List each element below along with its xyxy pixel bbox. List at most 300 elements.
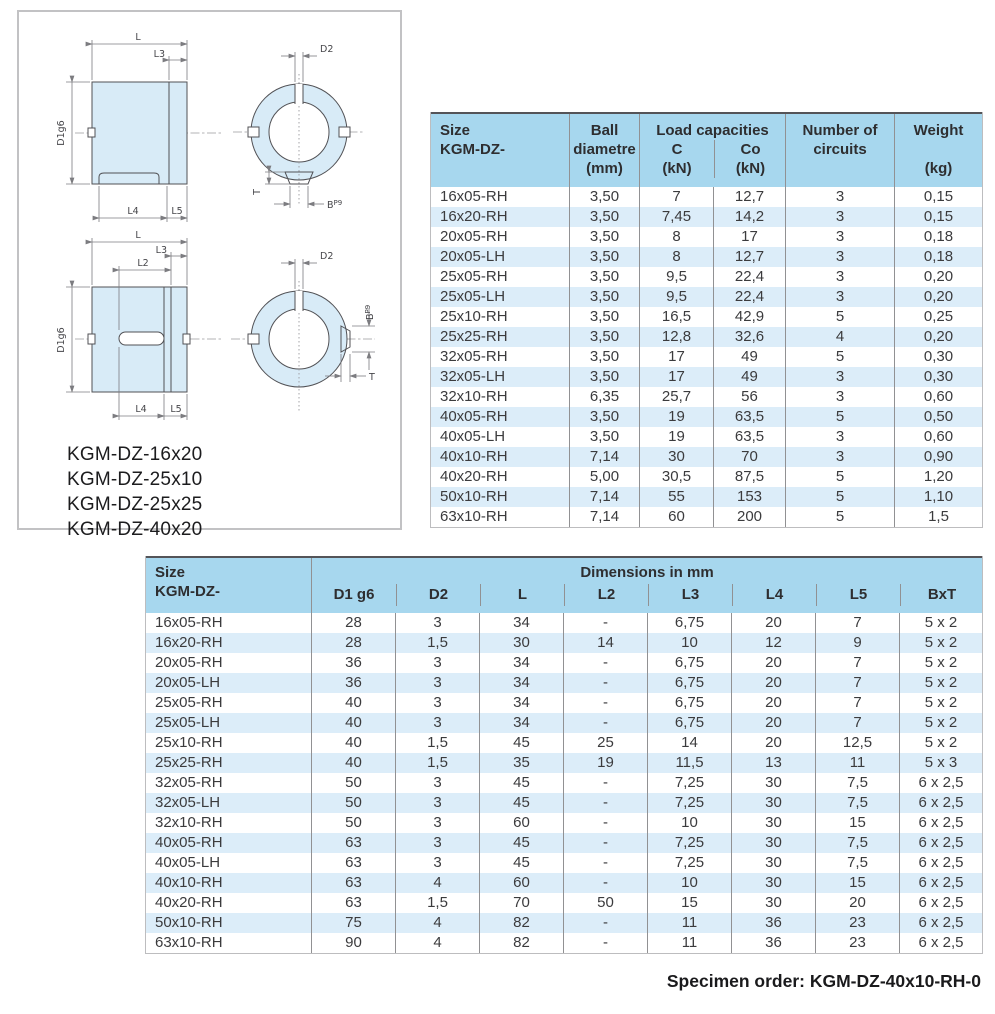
table-row [146,793,982,813]
value-cell: 17 [639,367,713,387]
value-cell: 3,50 [569,427,639,447]
value-cell: 7,25 [647,833,731,853]
value-cell: 7,14 [569,487,639,507]
value-cell: 6 x 2,5 [899,773,982,793]
table-row [431,387,982,407]
value-cell: 60 [479,813,563,833]
dim-label-D1g6: D1g6 [56,120,67,146]
value-cell: 36 [311,653,395,673]
value-cell: 6,75 [647,693,731,713]
value-cell: 5 x 2 [899,653,982,673]
size-cell: 25x10-RH [440,308,508,325]
value-cell: 34 [479,613,563,633]
value-cell: 3 [785,267,894,287]
value-cell: 49 [713,367,785,387]
value-cell: 45 [479,733,563,753]
value-cell: 3 [395,853,479,873]
drawing-view-2 [19,224,400,429]
specimen-order-value: KGM-DZ-40x10-RH-0 [809,971,981,991]
value-cell: 42,9 [713,307,785,327]
value-cell: 40 [311,693,395,713]
dimensions-group-title: Dimensions in mm [580,564,714,581]
value-cell: 6 x 2,5 [899,813,982,833]
value-cell: 153 [713,487,785,507]
value-cell: 5,00 [569,467,639,487]
value-cell: 1,5 [894,507,982,527]
table-row [431,247,982,267]
specimen-order-label: Specimen order: [666,971,805,991]
dim-label-L5: L5 [171,206,183,217]
dim-table-body [146,613,982,953]
value-cell: 0,18 [894,227,982,247]
size-cell: 20x05-LH [440,248,506,265]
value-cell: 63,5 [713,427,785,447]
value-cell: 3,50 [569,307,639,327]
size-cell: 16x05-RH [440,188,508,205]
table-row [146,713,982,733]
value-cell: 3 [785,387,894,407]
value-cell: 1,5 [395,733,479,753]
value-cell: 55 [639,487,713,507]
value-cell: 0,60 [894,387,982,407]
value-cell: 30 [731,833,815,853]
dim-label-T: T [252,189,263,195]
value-cell: 49 [713,347,785,367]
value-cell: 12,8 [639,327,713,347]
value-cell: 0,60 [894,427,982,447]
value-cell: 7,45 [639,207,713,227]
value-cell: 0,20 [894,267,982,287]
value-cell: 4 [395,913,479,933]
value-cell: 10 [647,873,731,893]
value-cell: 0,18 [894,247,982,267]
value-cell: 63 [311,893,395,913]
header-ball-diameter: Ball diametre (mm) [569,114,639,187]
value-cell: 1,5 [395,893,479,913]
value-cell: 0,15 [894,187,982,207]
dim-label-D1g6: D1g6 [56,327,67,353]
value-cell: - [563,713,647,733]
dim-column-header: D1 g6 [333,586,375,603]
dim-column-header: L4 [732,584,816,606]
value-cell: - [563,793,647,813]
dim-label-L3: L3 [155,245,167,256]
value-cell: 12,5 [815,733,899,753]
dim-label-L5: L5 [170,404,182,415]
value-cell: 4 [395,873,479,893]
value-cell: 7,5 [815,793,899,813]
table-row [431,327,982,347]
value-cell: 3 [395,613,479,633]
value-cell: 28 [311,613,395,633]
value-cell: 30 [731,813,815,833]
value-cell: 6,35 [569,387,639,407]
value-cell: 3,50 [569,267,639,287]
value-cell: 23 [815,933,899,953]
table-row [146,773,982,793]
dim-label-T: T [369,372,375,383]
size-cell: 40x05-RH [440,408,508,425]
value-cell: 5 [785,347,894,367]
value-cell: 5 x 2 [899,713,982,733]
value-cell: 30,5 [639,467,713,487]
value-cell: 7,25 [647,773,731,793]
value-cell: 30 [479,633,563,653]
value-cell: 63 [311,833,395,853]
value-cell: 7,25 [647,793,731,813]
table-row [431,187,982,207]
table-row [146,633,982,653]
dim-label-L4: L4 [127,206,139,217]
value-cell: 5 x 3 [899,753,982,773]
table-row [146,853,982,873]
value-cell: 7 [815,713,899,733]
table-row [146,653,982,673]
value-cell: 50 [311,773,395,793]
size-cell: 40x10-RH [440,448,508,465]
size-cell: 25x05-RH [440,268,508,285]
value-cell: 3 [395,653,479,673]
table-row [431,467,982,487]
table-row [431,227,982,247]
header-load-capacities: Load capacities C (kN) Co (kN) [639,114,785,187]
value-cell: 35 [479,753,563,773]
dim-column-header: L2 [564,584,648,606]
dim-column-header: L3 [648,584,732,606]
size-cell: 32x05-RH [440,348,508,365]
value-cell: - [563,833,647,853]
value-cell: 12,7 [713,187,785,207]
value-cell: 50 [563,893,647,913]
value-cell: 10 [647,813,731,833]
table-row [146,913,982,933]
size-cell: 25x25-RH [155,754,223,771]
value-cell: 12,7 [713,247,785,267]
value-cell: 7 [815,673,899,693]
table-row [431,507,982,527]
header-co: Co (kN) [714,140,786,178]
value-cell: 19 [639,407,713,427]
value-cell: 0,15 [894,207,982,227]
size-cell: 63x10-RH [155,934,223,951]
dim-label-B-P9: $B^{P9}$ [364,304,376,320]
load-capacity-table [430,112,983,528]
value-cell: 3,50 [569,407,639,427]
value-cell: 40 [311,753,395,773]
value-cell: 3 [395,673,479,693]
table-row [431,207,982,227]
load-table-header [431,112,982,187]
value-cell: 3,50 [569,207,639,227]
value-cell: 7,5 [815,773,899,793]
table-row [431,307,982,327]
table-row [431,407,982,427]
value-cell: 1,10 [894,487,982,507]
value-cell: 5 x 2 [899,733,982,753]
table-row [431,347,982,367]
value-cell: - [563,873,647,893]
value-cell: - [563,613,647,633]
value-cell: 60 [639,507,713,527]
value-cell: 9 [815,633,899,653]
value-cell: 3,50 [569,367,639,387]
value-cell: 6 x 2,5 [899,853,982,873]
value-cell: 7,5 [815,853,899,873]
size-cell: 40x20-RH [440,468,508,485]
value-cell: 63 [311,873,395,893]
value-cell: 3 [785,247,894,267]
value-cell: 20 [731,733,815,753]
value-cell: 6,75 [647,653,731,673]
value-cell: 20 [731,713,815,733]
value-cell: 45 [479,773,563,793]
value-cell: 34 [479,653,563,673]
dim-label-B-P9: $B^{P9}$ [327,199,343,211]
value-cell: 34 [479,693,563,713]
value-cell: 14 [647,733,731,753]
dim-label-L: L [135,32,141,43]
value-cell: 0,30 [894,347,982,367]
value-cell: - [563,853,647,873]
dim-label-D2: D2 [320,44,334,55]
value-cell: - [563,673,647,693]
table-row [146,933,982,953]
value-cell: - [563,813,647,833]
value-cell: 0,20 [894,287,982,307]
value-cell: 8 [639,247,713,267]
model-captions [67,442,202,542]
size-cell: 32x10-RH [155,814,223,831]
model-caption: KGM-DZ-25x25 [67,494,203,515]
value-cell: 8 [639,227,713,247]
value-cell: 14,2 [713,207,785,227]
dimensions-table [145,556,983,954]
value-cell: - [563,933,647,953]
value-cell: 19 [563,753,647,773]
value-cell: 36 [731,933,815,953]
size-cell: 32x10-RH [440,388,508,405]
value-cell: 63,5 [713,407,785,427]
value-cell: 15 [815,813,899,833]
value-cell: 200 [713,507,785,527]
size-cell: 20x05-LH [155,674,221,691]
size-cell: 25x05-LH [440,288,506,305]
size-cell: 16x20-RH [440,208,508,225]
value-cell: 6,75 [647,713,731,733]
value-cell: 3 [785,207,894,227]
size-cell: 40x05-LH [440,428,506,445]
size-cell: 50x10-RH [440,488,508,505]
value-cell: 5 x 2 [899,613,982,633]
dim-column-header: D2 [396,584,480,606]
value-cell: 5 x 2 [899,673,982,693]
size-cell: 32x05-LH [155,794,221,811]
value-cell: 17 [713,227,785,247]
value-cell: 20 [731,613,815,633]
size-cell: 16x20-RH [155,634,223,651]
value-cell: 87,5 [713,467,785,487]
value-cell: 30 [731,873,815,893]
value-cell: 30 [731,893,815,913]
size-cell: 32x05-RH [155,774,223,791]
value-cell: 22,4 [713,267,785,287]
value-cell: 63 [311,853,395,873]
size-cell: 25x10-RH [155,734,223,751]
value-cell: 75 [311,913,395,933]
value-cell: 20 [815,893,899,913]
header-weight: Weight (kg) [894,114,982,187]
value-cell: 4 [785,327,894,347]
value-cell: 45 [479,853,563,873]
value-cell: 7 [639,187,713,207]
front-view-1 [233,44,365,211]
value-cell: 30 [639,447,713,467]
size-cell: 20x05-RH [155,654,223,671]
value-cell: 5 [785,407,894,427]
value-cell: 3,50 [569,227,639,247]
side-view-2 [56,230,221,420]
value-cell: 6,75 [647,613,731,633]
value-cell: 3 [395,693,479,713]
value-cell: 45 [479,833,563,853]
value-cell: 23 [815,913,899,933]
table-row [146,693,982,713]
value-cell: 7 [815,693,899,713]
value-cell: 15 [815,873,899,893]
value-cell: 40 [311,713,395,733]
value-cell: - [563,773,647,793]
value-cell: 3,50 [569,347,639,367]
value-cell: 0,25 [894,307,982,327]
value-cell: 0,30 [894,367,982,387]
table-row [431,487,982,507]
value-cell: 70 [479,893,563,913]
specimen-order [667,971,981,992]
model-caption: KGM-DZ-40x20 [67,519,203,540]
table-row [146,733,982,753]
value-cell: 0,90 [894,447,982,467]
table-row [431,447,982,467]
value-cell: 22,4 [713,287,785,307]
value-cell: 82 [479,913,563,933]
value-cell: 4 [395,933,479,953]
header-circuits: Number of circuits [785,114,894,187]
table-row [431,427,982,447]
value-cell: 6 x 2,5 [899,873,982,893]
value-cell: 20 [731,653,815,673]
value-cell: 15 [647,893,731,913]
value-cell: 9,5 [639,287,713,307]
value-cell: 5 x 2 [899,633,982,653]
header-size: Size KGM-DZ- [440,122,505,158]
value-cell: - [563,913,647,933]
load-table-body [431,187,982,527]
value-cell: 10 [647,633,731,653]
value-cell: 50 [311,813,395,833]
value-cell: 6 x 2,5 [899,913,982,933]
value-cell: 20 [731,673,815,693]
value-cell: 7,14 [569,447,639,467]
value-cell: 3 [395,833,479,853]
value-cell: 5 [785,507,894,527]
value-cell: 12 [731,633,815,653]
value-cell: 11 [647,933,731,953]
table-row [146,613,982,633]
value-cell: 3 [395,713,479,733]
table-row [146,753,982,773]
value-cell: 3,50 [569,247,639,267]
value-cell: 5 [785,467,894,487]
value-cell: 50 [311,793,395,813]
value-cell: 32,6 [713,327,785,347]
value-cell: 3 [785,187,894,207]
dim-label-D2: D2 [320,251,334,262]
value-cell: 0,50 [894,407,982,427]
value-cell: 6,75 [647,673,731,693]
value-cell: 3 [395,773,479,793]
size-cell: 50x10-RH [155,914,223,931]
value-cell: 6 x 2,5 [899,933,982,953]
value-cell: 28 [311,633,395,653]
table-row [146,673,982,693]
table-row [146,813,982,833]
value-cell: 1,20 [894,467,982,487]
model-caption: KGM-DZ-25x10 [67,469,203,490]
dim-column-header: BxT [900,584,983,606]
table-row [431,367,982,387]
value-cell: 40 [311,733,395,753]
value-cell: 16,5 [639,307,713,327]
value-cell: 6 x 2,5 [899,833,982,853]
dim-column-header: L [480,584,564,606]
value-cell: 13 [731,753,815,773]
value-cell: 7,5 [815,833,899,853]
header-c: C (kN) [662,141,692,177]
value-cell: 3 [395,813,479,833]
value-cell: - [563,693,647,713]
value-cell: 3,50 [569,187,639,207]
dim-column-header: L5 [816,584,900,606]
dim-table-header [146,556,982,613]
table-row [146,833,982,853]
value-cell: 3 [785,447,894,467]
size-cell: 63x10-RH [440,508,508,525]
value-cell: 9,5 [639,267,713,287]
value-cell: 3 [785,227,894,247]
model-caption: KGM-DZ-16x20 [67,444,203,465]
table-row [146,893,982,913]
value-cell: 0,20 [894,327,982,347]
value-cell: 3 [785,367,894,387]
value-cell: 1,5 [395,753,479,773]
value-cell: 82 [479,933,563,953]
value-cell: 30 [731,773,815,793]
value-cell: 25 [563,733,647,753]
value-cell: 6 x 2,5 [899,793,982,813]
value-cell: 34 [479,673,563,693]
value-cell: 11 [815,753,899,773]
value-cell: 17 [639,347,713,367]
value-cell: 5 [785,487,894,507]
table-row [146,873,982,893]
value-cell: 6 x 2,5 [899,893,982,913]
value-cell: 1,5 [395,633,479,653]
value-cell: 5 [785,307,894,327]
value-cell: 20 [731,693,815,713]
value-cell: 7 [815,653,899,673]
table-row [431,287,982,307]
value-cell: 60 [479,873,563,893]
